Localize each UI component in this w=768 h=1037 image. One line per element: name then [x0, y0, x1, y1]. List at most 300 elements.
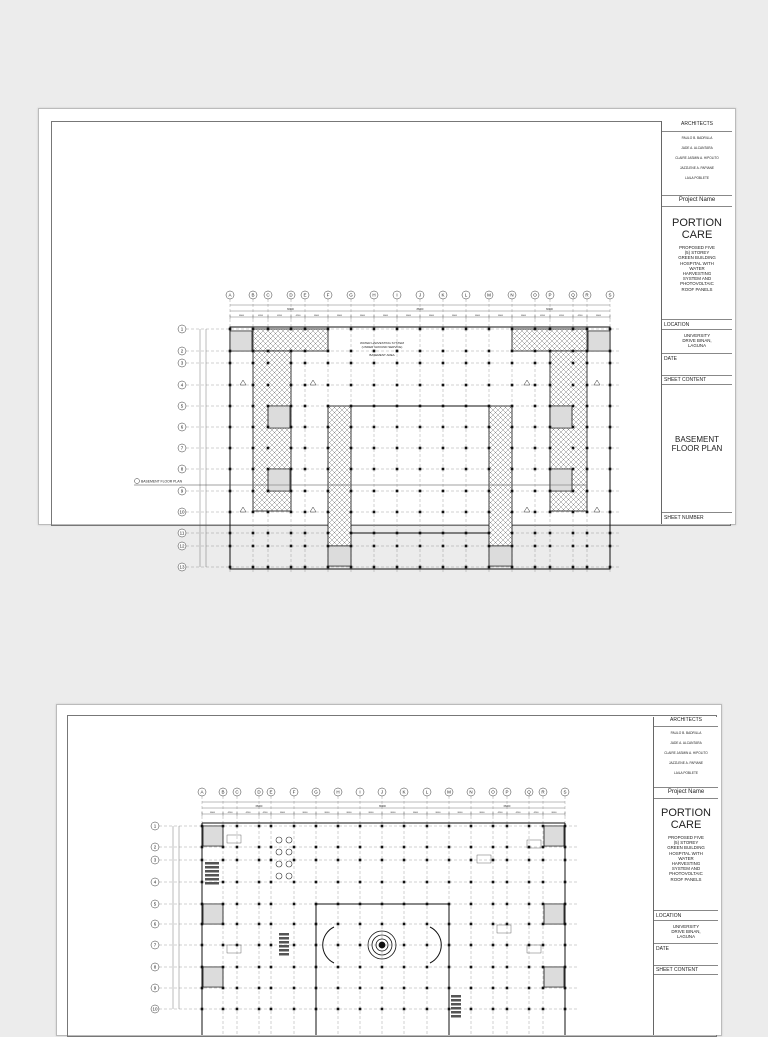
core-block-right-top — [512, 329, 587, 351]
dining-table — [286, 849, 292, 855]
dimension-label: 8000 — [457, 812, 463, 814]
column-R4 — [586, 384, 589, 387]
column-R1 — [586, 328, 589, 331]
column-Q2 — [528, 846, 531, 849]
column-L5 — [426, 903, 429, 906]
column-Q2 — [572, 350, 575, 353]
grid-bubble-label-S: S — [608, 292, 612, 298]
seat-row — [205, 874, 219, 877]
column-C10 — [236, 1008, 239, 1011]
column-H12 — [373, 545, 376, 548]
column-S5 — [564, 903, 567, 906]
project-description-line: WATER — [678, 855, 694, 861]
dimension-label: 8000 — [479, 812, 485, 814]
column-J12 — [419, 545, 422, 548]
column-B4 — [222, 881, 225, 884]
column-J1 — [419, 328, 422, 331]
column-S4 — [564, 881, 567, 884]
project-title-cell — [654, 799, 718, 911]
basement-floor-plan-drawing — [39, 109, 661, 570]
architects-label: ARCHITECTS — [654, 717, 718, 727]
column-K13 — [442, 566, 445, 569]
column-O3 — [492, 859, 495, 862]
column-N1 — [511, 328, 514, 331]
dimension-label: 4200 — [295, 315, 301, 317]
column-F3 — [293, 859, 296, 862]
column-A7 — [229, 447, 232, 450]
column-L2 — [465, 350, 468, 353]
column-B6 — [252, 426, 255, 429]
column-L9 — [426, 987, 429, 990]
column-C9 — [236, 987, 239, 990]
dimension-label: 8000 — [596, 315, 601, 317]
column-H3 — [337, 859, 340, 862]
column-E3 — [270, 859, 273, 862]
column-A7 — [201, 944, 204, 947]
column-K1 — [403, 825, 406, 828]
column-N8 — [470, 966, 473, 969]
project-name-label: Project Name — [662, 194, 732, 207]
column-P9 — [549, 490, 552, 493]
column-I4 — [359, 881, 362, 884]
column-O9 — [492, 987, 495, 990]
column-N2 — [511, 350, 514, 353]
column-L3 — [426, 859, 429, 862]
dimension-strings — [173, 802, 565, 1009]
column-D9 — [290, 490, 293, 493]
column-E9 — [304, 490, 307, 493]
column-H5 — [373, 405, 376, 408]
column-E1 — [304, 328, 307, 331]
dimension-label: 8000 — [452, 315, 457, 317]
project-description-line: PHOTOVOLTAIC — [669, 871, 703, 877]
column-S9 — [609, 490, 612, 493]
column-J9 — [381, 987, 384, 990]
column-G5 — [315, 903, 318, 906]
column-S10 — [609, 511, 612, 514]
column-R8 — [586, 468, 589, 471]
grid-bubble-label-L: L — [464, 292, 468, 298]
column-R11 — [586, 532, 589, 535]
column-L11 — [465, 532, 468, 535]
column-B10 — [222, 1008, 225, 1011]
dimension-label: 4200 — [227, 812, 233, 814]
column-K10 — [442, 511, 445, 514]
grid-bubble-label-A: A — [200, 789, 204, 795]
column-E7 — [270, 944, 273, 947]
grid-bubble-label-4: 4 — [153, 879, 157, 885]
column-R7 — [586, 447, 589, 450]
grid-bubble-label-G: G — [314, 789, 318, 795]
column-S7 — [609, 447, 612, 450]
column-S8 — [609, 468, 612, 471]
column-D2 — [290, 350, 293, 353]
column-D9 — [258, 987, 261, 990]
column-K9 — [403, 987, 406, 990]
column-F7 — [293, 944, 296, 947]
grid-bubble-label-D: D — [289, 292, 293, 298]
project-description-line: HOSPITAL WITH — [680, 260, 714, 266]
column-B8 — [222, 966, 225, 969]
seat-row — [451, 999, 461, 1002]
location-line: UNIVERSITY — [683, 333, 711, 338]
column-C2 — [236, 846, 239, 849]
column-A6 — [201, 923, 204, 926]
column-F7 — [327, 447, 330, 450]
column-L10 — [465, 511, 468, 514]
architect-name: CLAIRE JASMIN A. HIPOLITO — [664, 751, 708, 755]
column-R6 — [542, 923, 545, 926]
column-D10 — [258, 1008, 261, 1011]
column-E8 — [270, 966, 273, 969]
column-A3 — [229, 362, 232, 365]
architect-name: JADE A. ALCANTARA — [670, 741, 702, 745]
dimension-label: 4200 — [533, 812, 539, 814]
title-block — [653, 717, 718, 1035]
grid-bubble-label-C: C — [235, 789, 239, 795]
column-D8 — [290, 468, 293, 471]
column-J6 — [381, 923, 384, 926]
column-K9 — [442, 490, 445, 493]
seat-row — [279, 941, 289, 944]
column-R3 — [542, 859, 545, 862]
column-E2 — [304, 350, 307, 353]
column-L13 — [465, 566, 468, 569]
column-E6 — [270, 923, 273, 926]
column-H11 — [373, 532, 376, 535]
architect-name: JAZZLENE A. PAPIANE — [668, 761, 704, 765]
column-K2 — [442, 350, 445, 353]
column-G2 — [315, 846, 318, 849]
column-K6 — [403, 923, 406, 926]
dimension-label: 4200 — [559, 315, 564, 317]
stair-left-low — [268, 469, 290, 491]
column-N11 — [511, 532, 514, 535]
column-M7 — [488, 447, 491, 450]
column-R13 — [586, 566, 589, 569]
column-S2 — [564, 846, 567, 849]
column-O6 — [492, 923, 495, 926]
column-C3 — [236, 859, 239, 862]
grid-bubble-label-13: 13 — [179, 564, 185, 570]
column-O8 — [534, 468, 537, 471]
room-box — [497, 925, 511, 933]
column-L5 — [465, 405, 468, 408]
grid-bubble-label-O: O — [491, 789, 495, 795]
column-D4 — [258, 881, 261, 884]
column-R6 — [586, 426, 589, 429]
grid-bubble-label-7: 7 — [180, 445, 184, 451]
column-K7 — [403, 944, 406, 947]
column-O7 — [492, 944, 495, 947]
column-E5 — [304, 405, 307, 408]
column-R5 — [586, 405, 589, 408]
column-B10 — [252, 511, 255, 514]
column-Q5 — [528, 903, 531, 906]
column-C9 — [267, 490, 270, 493]
structural-columns — [201, 825, 567, 1011]
column-D6 — [290, 426, 293, 429]
column-N3 — [470, 859, 473, 862]
column-I5 — [396, 405, 399, 408]
column-O3 — [534, 362, 537, 365]
stair-left-mid — [203, 904, 223, 924]
column-B5 — [222, 903, 225, 906]
column-D7 — [290, 447, 293, 450]
column-G6 — [315, 923, 318, 926]
stair-left-mid — [268, 406, 290, 428]
column-L1 — [426, 825, 429, 828]
column-J13 — [419, 566, 422, 569]
room-box — [477, 855, 491, 863]
column-N9 — [511, 490, 514, 493]
column-D6 — [258, 923, 261, 926]
dimension-label: 4200 — [258, 315, 263, 317]
column-Q12 — [572, 545, 575, 548]
column-H5 — [337, 903, 340, 906]
ramp-arrow — [594, 380, 600, 385]
grid-bubble-label-M: M — [487, 292, 491, 298]
seat-row — [279, 933, 289, 936]
column-B12 — [252, 545, 255, 548]
column-L10 — [426, 1008, 429, 1011]
grid-bubble-label-11: 11 — [179, 530, 185, 536]
column-H7 — [337, 944, 340, 947]
seat-row — [205, 866, 219, 869]
column-Q13 — [572, 566, 575, 569]
core-block-left-top — [253, 329, 328, 351]
column-grid-bubbles — [198, 788, 569, 796]
column-G7 — [350, 447, 353, 450]
column-D5 — [258, 903, 261, 906]
location-line: UNIVERSITY — [672, 924, 700, 929]
column-L7 — [465, 447, 468, 450]
column-I10 — [359, 1008, 362, 1011]
column-N5 — [511, 405, 514, 408]
column-E1 — [270, 825, 273, 828]
column-O9 — [534, 490, 537, 493]
column-A10 — [201, 1008, 204, 1011]
stair-outline — [550, 469, 572, 491]
grid-bubble-label-M: M — [447, 789, 451, 795]
column-R9 — [586, 490, 589, 493]
column-N13 — [511, 566, 514, 569]
project-description-line: GREEN BUILDING — [678, 255, 716, 261]
column-S12 — [609, 545, 612, 548]
column-F2 — [293, 846, 296, 849]
grid-bubble-label-7: 7 — [153, 942, 157, 948]
column-B8 — [252, 468, 255, 471]
grid-bubble-label-3: 3 — [153, 857, 157, 863]
column-F12 — [327, 545, 330, 548]
column-Q4 — [572, 384, 575, 387]
dimension-label: 4200 — [577, 315, 583, 317]
column-S2 — [609, 350, 612, 353]
column-P10 — [549, 511, 552, 514]
column-F6 — [327, 426, 330, 429]
stair-left-top — [230, 331, 252, 351]
grid-bubble-label-F: F — [292, 789, 296, 795]
column-K4 — [442, 384, 445, 387]
column-M4 — [488, 384, 491, 387]
column-P3 — [549, 362, 552, 365]
project-description-line: SYSTEM AND — [682, 276, 712, 282]
column-F8 — [327, 468, 330, 471]
grid-bubble-label-2: 2 — [180, 348, 184, 354]
grid-bubble-label-10: 10 — [179, 509, 185, 515]
column-L9 — [465, 490, 468, 493]
column-S11 — [609, 532, 612, 535]
center-note-line-1: WATER HARVESTING SYSTEM — [360, 341, 404, 345]
stair-right-mid — [550, 406, 572, 428]
column-M3 — [448, 859, 451, 862]
column-D4 — [290, 384, 293, 387]
column-P13 — [549, 566, 552, 569]
column-O6 — [534, 426, 537, 429]
dimension-label: 8000 — [210, 812, 215, 814]
grid-bubble-label-I: I — [396, 292, 398, 298]
column-M1 — [448, 825, 451, 828]
column-P5 — [506, 903, 509, 906]
grid-bubble-label-4: 4 — [180, 382, 184, 388]
drawing-sheet-basement — [38, 108, 736, 570]
seat-row — [279, 937, 289, 940]
column-N5 — [470, 903, 473, 906]
column-F9 — [327, 490, 330, 493]
seat-row — [205, 878, 219, 881]
column-H10 — [337, 1008, 340, 1011]
dimension-label: 4200 — [245, 812, 251, 814]
grid-bubble-label-P: P — [505, 789, 509, 795]
dimension-label: 8000 — [280, 812, 285, 814]
column-A13 — [229, 566, 232, 569]
project-title-line: CARE — [681, 229, 713, 241]
column-L6 — [426, 923, 429, 926]
column-F13 — [327, 566, 330, 569]
location-line: DRIVE BINAN, — [671, 929, 701, 935]
column-M2 — [448, 846, 451, 849]
dimension-label: 8000 — [435, 812, 441, 814]
column-E8 — [304, 468, 307, 471]
column-S1 — [609, 328, 612, 331]
grid-bubble-label-H: H — [336, 789, 340, 795]
grid-bubble-label-O: O — [533, 292, 537, 298]
column-I2 — [396, 350, 399, 353]
location-line: LAGUNA — [687, 343, 707, 349]
column-D5 — [290, 405, 293, 408]
grid-bubble-label-9: 9 — [153, 985, 157, 991]
column-H10 — [373, 511, 376, 514]
column-S6 — [609, 426, 612, 429]
column-E11 — [304, 532, 307, 535]
column-N6 — [511, 426, 514, 429]
grid-bubble-label-E: E — [303, 292, 307, 298]
column-B6 — [222, 923, 225, 926]
grid-bubble-label-K: K — [441, 292, 445, 298]
column-I1 — [359, 825, 362, 828]
column-G10 — [315, 1008, 318, 1011]
grid-bubble-label-F: F — [326, 292, 330, 298]
stair-left-bottom — [328, 546, 351, 566]
core-outline — [489, 406, 512, 546]
dimension-label: 66000 — [287, 308, 294, 311]
seat-row — [451, 1003, 461, 1006]
dining-table — [276, 861, 282, 867]
column-O4 — [492, 881, 495, 884]
column-G1 — [350, 328, 353, 331]
column-S8 — [564, 966, 567, 969]
column-F3 — [327, 362, 330, 365]
column-O12 — [534, 545, 537, 548]
stair-right-mid — [544, 904, 564, 924]
column-C10 — [267, 511, 270, 514]
grid-bubble-label-8: 8 — [153, 964, 157, 970]
column-I6 — [359, 923, 362, 926]
grid-bubble-label-E: E — [269, 789, 273, 795]
column-O4 — [534, 384, 537, 387]
column-R4 — [542, 881, 545, 884]
plan-features — [203, 826, 564, 1018]
column-M2 — [488, 350, 491, 353]
dining-table — [276, 849, 282, 855]
column-I2 — [359, 846, 362, 849]
architect-name: JAZZLENE A. PAPIANE — [679, 166, 715, 170]
column-M13 — [488, 566, 491, 569]
column-B5 — [252, 405, 255, 408]
column-I9 — [359, 987, 362, 990]
sheet-content-line: BASEMENT — [674, 435, 719, 444]
column-K6 — [442, 426, 445, 429]
column-S5 — [609, 405, 612, 408]
column-I9 — [396, 490, 399, 493]
column-D12 — [290, 545, 293, 548]
column-H2 — [373, 350, 376, 353]
column-Q7 — [528, 944, 531, 947]
column-E10 — [270, 1008, 273, 1011]
grid-bubble-label-6: 6 — [180, 424, 184, 430]
column-A2 — [229, 350, 232, 353]
column-F8 — [293, 966, 296, 969]
dimension-label: 66000 — [503, 805, 511, 808]
architects-list — [662, 131, 732, 196]
column-K2 — [403, 846, 406, 849]
stair-outline — [550, 406, 572, 428]
column-J8 — [381, 966, 384, 969]
column-I8 — [396, 468, 399, 471]
column-B2 — [222, 846, 225, 849]
column-S9 — [564, 987, 567, 990]
column-N1 — [470, 825, 473, 828]
column-O5 — [492, 903, 495, 906]
column-H13 — [373, 566, 376, 569]
column-H9 — [337, 987, 340, 990]
column-G11 — [350, 532, 353, 535]
column-C1 — [267, 328, 270, 331]
ramp-arrow — [240, 380, 246, 385]
column-G4 — [315, 881, 318, 884]
column-A11 — [229, 532, 232, 535]
stair-right-top — [588, 331, 610, 351]
column-C4 — [267, 384, 270, 387]
column-C6 — [236, 923, 239, 926]
column-A9 — [201, 987, 204, 990]
project-description-line: (5) STOREY — [684, 250, 710, 256]
column-K5 — [442, 405, 445, 408]
column-L4 — [465, 384, 468, 387]
seat-row — [205, 870, 219, 873]
column-H2 — [337, 846, 340, 849]
column-R9 — [542, 987, 545, 990]
